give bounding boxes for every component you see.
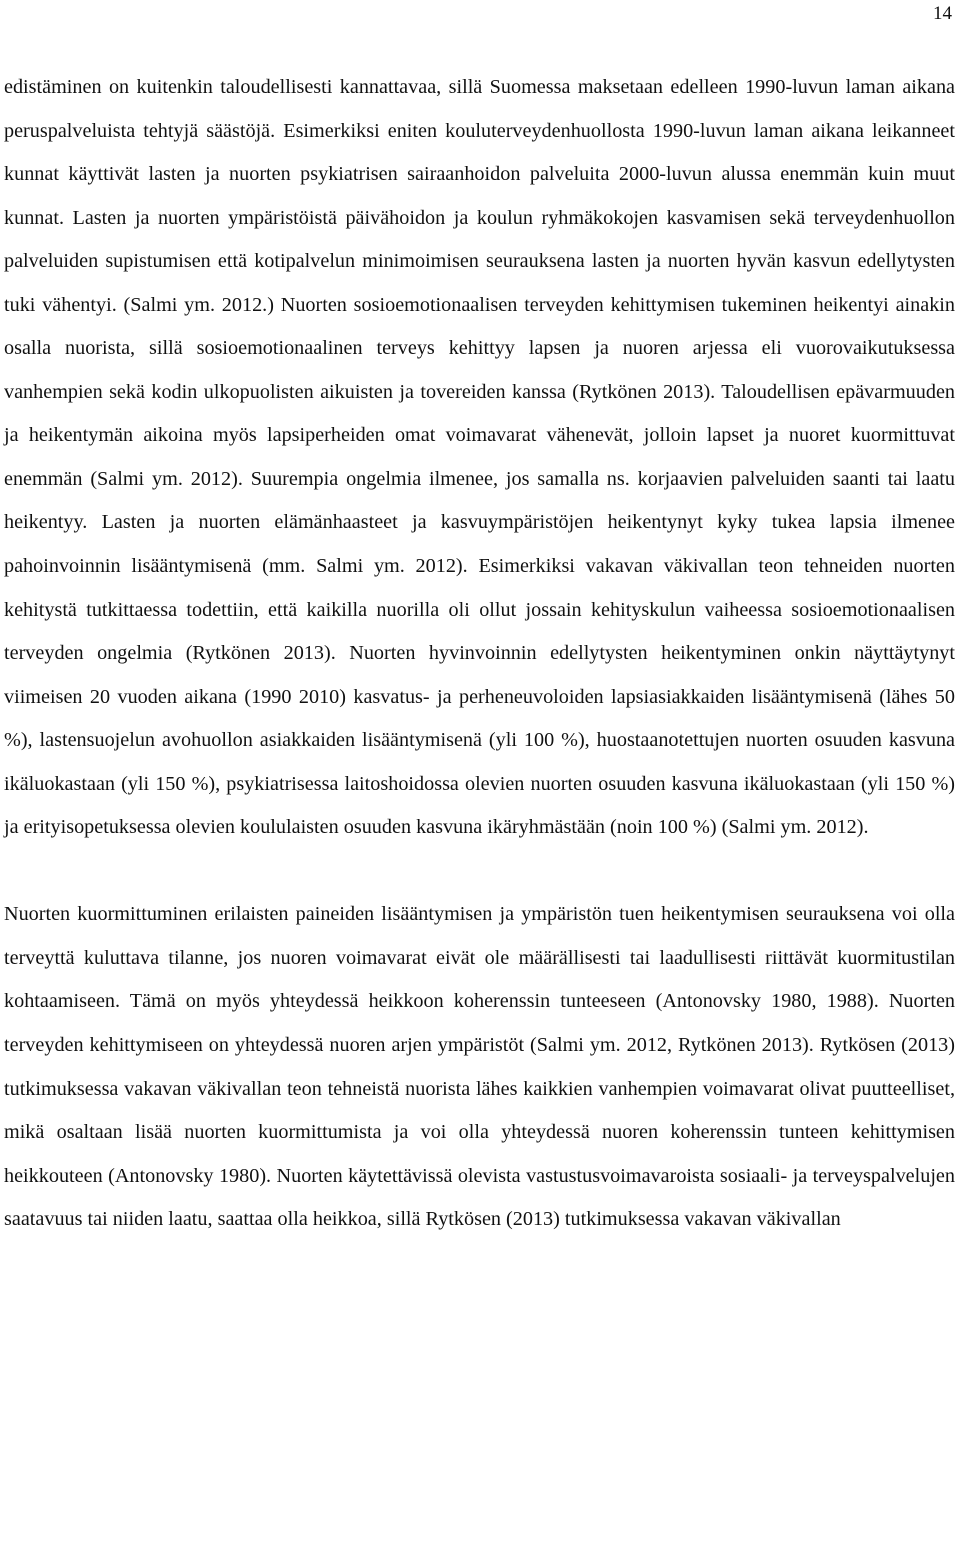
page-number: 14 [933,3,952,24]
document-body [4,66,955,1242]
paragraph-2: Nuorten kuormittuminen erilaisten paineiden lisääntymisen ja ympäristön tuen heikentymisen seurauksena voi olla terveyttä kuluttava tilanne, jos nuoren voimavarat eivät ole määrällisesti tai laadullisesti riittävät kuormitustilan kohtaamiseen. Tämä on myös yhteydessä heikkoon koherenssin tunteeseen (Antonovsky 1980, 1988). Nuorten terveyden kehittymiseen on yhteydessä nuoren arjen ympäristöt (Salmi ym. 2012, Rytkönen 2013). Rytkösen (2013) tutkimuksessa vakavan väkivallan teon tehneistä nuorista lähes kaikkien vanhempien voimavarat olivat puutteelliset, mikä osaltaan lisää nuorten kuormittumista ja voi olla yhteydessä nuoren koherenssin tunteen kehittymisen heikkouteen (Antonovsky 1980). Nuorten käytettävissä olevista vastustusvoimavaroista sosiaali- ja terveyspalvelujen saatavuus tai niiden laatu, saattaa olla heikkoa, sillä Rytkösen (2013) tutkimuksessa vakavan väkivallan [4,903,955,1231]
paragraph-1: edistäminen on kuitenkin taloudellisesti kannattavaa, sillä Suomessa maksetaan edelleen 1990-luvun laman aikana peruspalveluista tehtyjä säästöjä. Esimerkiksi eniten kouluterveydenhuollosta 1990-luvun laman aikana leikanneet kunnat käyttivät lasten ja nuorten psykiatrisen sairaanhoidon palveluita 2000-luvun alussa enemmän kuin muut kunnat. Lasten ja nuorten ympäristöistä päivähoidon ja koulun ryhmäkokojen kasvamisen sekä terveydenhuollon palveluiden supistumisen että kotipalvelun minimoimisen seurauksena lasten ja nuorten hyvän kasvun edellytysten tuki vähentyi. (Salmi ym. 2012.) Nuorten sosioemotionaalisen terveyden kehittymisen tukeminen heikentyi ainakin osalla nuorista, sillä sosioemotionaalinen terveys kehittyy lapsen ja nuoren arjessa eli vuorovaikutuksessa vanhempien sekä kodin ulkopuolisten aikuisten ja tovereiden kanssa (Rytkönen 2013). Taloudellisen epävarmuuden ja heikentymän aikoina myös lapsiperheiden omat voimavarat vähenevät, jolloin lapset ja nuoret kuormittuvat enemmän (Salmi ym. 2012). Suurempia ongelmia ilmenee, jos samalla ns. korjaavien palveluiden saanti tai laatu heikentyy. Lasten ja nuorten elämänhaasteet ja kasvuympäristöjen heikentynyt kyky tukea lapsia ilmenee pahoinvoinnin lisääntymisenä (mm. Salmi ym. 2012). Esimerkiksi vakavan väkivallan teon tehneiden nuorten kehitystä tutkittaessa todettiin, että kaikilla nuorilla oli ollut jossain kehityskulun vaiheessa sosioemotionaalisen terveyden ongelmia (Rytkönen 2013). Nuorten hyvinvoinnin edellytysten heikentyminen onkin näyttäytynyt viimeisen 20 vuoden aikana (1990 2010) kasvatus- ja perheneuvoloiden lapsiasiakkaiden lisääntymisenä (lähes 50 %), lastensuojelun avohuollon asiakkaiden lisääntymisenä (yli 100 %), huostaanotettujen nuorten osuuden kasvuna ikäluokastaan (yli 150 %), psykiatrisessa laitoshoidossa olevien nuorten osuuden kasvuna ikäluokastaan (yli 150 %) ja erityisopetuksessa olevien koululaisten osuuden kasvuna ikäryhmästään (noin 100 %) (Salmi ym. 2012). [4,76,955,839]
paragraph-spacer [4,850,955,894]
